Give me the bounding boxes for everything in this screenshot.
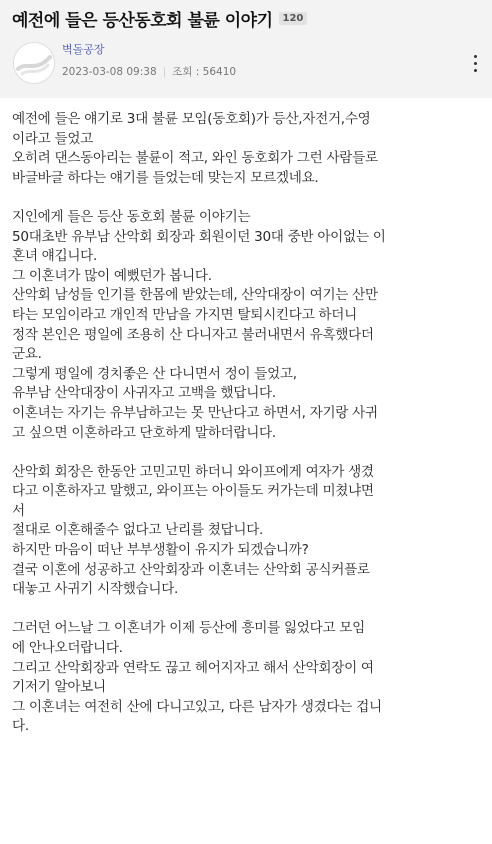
body-line: 서: [12, 502, 25, 519]
title-row: [12, 6, 307, 31]
more-vertical-icon[interactable]: [472, 55, 478, 75]
post-date: 2023-03-08 09:38: [62, 66, 157, 78]
body-line: 예전에 들은 얘기로 3대 불륜 모임(동호회)가 등산,자전거,수영: [12, 111, 371, 127]
meta-separator: |: [162, 66, 167, 78]
comment-count-badge[interactable]: 120: [279, 12, 308, 25]
avatar-image: [14, 43, 54, 83]
view-count: 조회 : 56410: [172, 66, 237, 78]
body-line: 에 안나오더랍니다.: [12, 640, 123, 657]
paragraph-gap: [12, 188, 486, 208]
body-line: 다.: [12, 718, 29, 735]
body-line: 산악회 회장은 한동안 고민고민 하더니 와이프에게 여자가 생겼: [12, 463, 374, 480]
body-line: 하지만 마음이 떠난 부부생활이 유지가 되겠습니까?: [12, 542, 309, 559]
author-avatar[interactable]: [13, 42, 55, 84]
body-line: 50대초반 유부남 산악회 회장과 회원이던 30대 중반 아이없는 이: [12, 228, 386, 245]
author-name[interactable]: 벽돌공장: [62, 43, 105, 56]
body-line: 그러던 어느날 그 이혼녀가 이제 등산에 흥미를 잃었다고 모임: [12, 620, 365, 637]
body-line: 산악회 남성들 인기를 한몸에 받았는데, 산악대장이 여기는 산만: [12, 287, 378, 304]
body-line: 고 싶으면 이혼하라고 단호하게 말하더랍니다.: [12, 424, 276, 441]
body-line: 지인에게 들은 등산 동호회 불륜 이야기는: [12, 208, 251, 225]
body-line: 그 이혼녀가 많이 예뻤던가 봅니다.: [12, 267, 212, 284]
post-meta: [62, 64, 236, 79]
body-line: 그리고 산악회장과 연락도 끊고 헤어지자고 해서 산악회장이 여: [12, 659, 374, 676]
body-line: 정작 본인은 평일에 조용히 산 다니자고 불러내면서 유혹했다더: [12, 326, 374, 343]
body-line: 절대로 이혼해줄수 없다고 난리를 쳤답니다.: [12, 522, 264, 539]
body-line: 타는 모임이라고 개인적 만남을 가지면 탈퇴시킨다고 하더니: [12, 306, 357, 323]
body-line: 다고 이혼하자고 말했고, 와이프는 아이들도 커가는데 미쳤냐면: [12, 483, 374, 500]
body-line: 그렇게 평일에 경치좋은 산 다니면서 정이 들었고,: [12, 365, 297, 382]
body-line: 그 이혼녀는 여전히 산에 다니고있고, 다른 남자가 생겼다는 겁니: [12, 698, 382, 715]
post-header: [0, 0, 492, 98]
body-line: 이혼녀는 자기는 유부남하고는 못 만난다고 하면서, 자기랑 사귀: [12, 404, 378, 421]
paragraph-gap: [12, 443, 486, 463]
body-line: 오히려 댄스동아리는 불륜이 적고, 와인 동호회가 그런 사람들로: [12, 150, 378, 167]
body-line: 이라고 들었고: [12, 130, 94, 147]
body-line: 결국 이혼에 성공하고 산악회장과 이혼녀는 산악회 공식커플로: [12, 561, 370, 578]
body-line: 혼녀 얘깁니다.: [12, 248, 98, 265]
body-line: 군요.: [12, 346, 42, 363]
post-title: 예전에 들은 등산동호회 불륜 이야기: [12, 11, 273, 31]
paragraph-gap: [12, 600, 486, 620]
body-line: 기저기 알아보니: [12, 679, 106, 696]
post-body: [12, 110, 486, 737]
body-line: 대놓고 사귀기 시작했습니다.: [12, 581, 179, 598]
body-line: 유부남 산악대장이 사귀자고 고백을 했답니다.: [12, 385, 276, 402]
body-line: 바글바글 하다는 얘기를 들었는데 맞는지 모르겠네요.: [12, 169, 319, 186]
